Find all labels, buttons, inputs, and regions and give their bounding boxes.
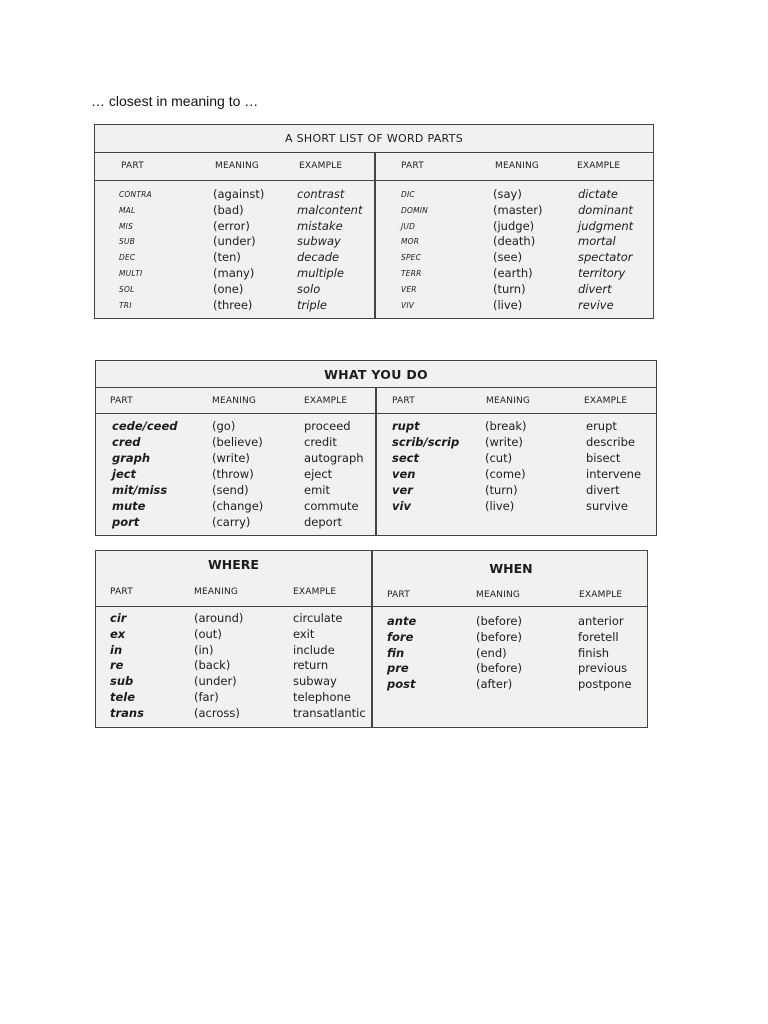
header-part: PART bbox=[387, 590, 410, 600]
row-meaning: (go) bbox=[212, 419, 236, 433]
row-part: mute bbox=[112, 499, 146, 513]
row-part: sect bbox=[392, 451, 419, 465]
row-meaning: (send) bbox=[212, 483, 249, 497]
row-meaning: (say) bbox=[493, 187, 522, 201]
row-example: territory bbox=[578, 266, 626, 280]
row-example: autograph bbox=[304, 451, 364, 465]
row-example: circulate bbox=[293, 611, 343, 625]
row-example: malcontent bbox=[297, 202, 363, 217]
row-part: ver bbox=[392, 483, 413, 497]
row-meaning: (write) bbox=[485, 435, 523, 449]
header-example: EXAMPLE bbox=[293, 587, 337, 597]
row-example: divert bbox=[578, 281, 612, 296]
row-meaning: (far) bbox=[194, 690, 219, 704]
row-example: eject bbox=[304, 467, 333, 481]
row-part: viv bbox=[392, 499, 411, 513]
row-meaning: (under) bbox=[194, 674, 237, 689]
row-example: previous bbox=[578, 661, 628, 676]
when-title: WHEN bbox=[489, 561, 533, 576]
row-meaning: (around) bbox=[194, 611, 244, 625]
row-meaning: (ten) bbox=[213, 250, 241, 265]
row-example: mortal bbox=[578, 234, 616, 249]
row-part: DEC bbox=[119, 253, 136, 263]
row-part: ex bbox=[110, 626, 126, 641]
row-part: MULTI bbox=[119, 269, 143, 278]
row-example: dictate bbox=[578, 187, 618, 201]
row-part: rupt bbox=[392, 419, 420, 433]
row-part: VIV bbox=[401, 300, 415, 310]
row-part: cred bbox=[112, 435, 141, 449]
row-example: telephone bbox=[293, 690, 351, 704]
row-meaning: (three) bbox=[213, 297, 253, 312]
header-meaning: MEANING bbox=[215, 161, 260, 171]
row-example: bisect bbox=[586, 451, 621, 465]
row-meaning: (after) bbox=[476, 677, 513, 692]
row-part: SOL bbox=[119, 284, 135, 294]
row-meaning: (turn) bbox=[493, 281, 526, 296]
row-meaning: (believe) bbox=[212, 435, 263, 449]
column-divider bbox=[375, 388, 377, 535]
row-part: fin bbox=[387, 645, 405, 660]
where-when-table bbox=[95, 550, 648, 728]
row-meaning: (across) bbox=[194, 705, 240, 720]
row-example: transatlantic bbox=[293, 705, 366, 720]
row-part: trans bbox=[110, 705, 144, 720]
row-example: divert bbox=[586, 483, 620, 497]
row-example: erupt bbox=[586, 419, 617, 433]
row-meaning: (in) bbox=[194, 642, 214, 657]
row-part: in bbox=[110, 642, 123, 657]
header-example: EXAMPLE bbox=[579, 590, 623, 600]
row-example: credit bbox=[304, 435, 337, 449]
header-example: EXAMPLE bbox=[304, 396, 348, 406]
row-meaning: (back) bbox=[194, 658, 231, 673]
row-example: decade bbox=[297, 250, 340, 265]
row-part: CONTRA bbox=[119, 190, 152, 199]
row-example: dominant bbox=[578, 202, 633, 217]
row-example: anterior bbox=[578, 614, 624, 628]
row-part: ject bbox=[112, 467, 137, 481]
row-meaning: (out) bbox=[194, 626, 222, 641]
header-meaning: MEANING bbox=[495, 161, 540, 171]
row-part: scrib/scrip bbox=[392, 435, 460, 449]
row-part: VER bbox=[401, 284, 417, 294]
table-title: A SHORT LIST OF WORD PARTS bbox=[95, 125, 653, 153]
row-meaning: (come) bbox=[485, 467, 526, 481]
row-example: emit bbox=[304, 483, 330, 497]
row-meaning: (under) bbox=[213, 234, 256, 249]
row-meaning: (bad) bbox=[213, 202, 244, 217]
row-example: intervene bbox=[586, 467, 642, 481]
row-part: MIS bbox=[119, 221, 134, 231]
row-part: re bbox=[110, 658, 124, 673]
row-meaning: (carry) bbox=[212, 515, 251, 529]
row-meaning: (death) bbox=[493, 234, 536, 249]
row-part: tele bbox=[110, 690, 136, 704]
header-part: PART bbox=[110, 396, 133, 406]
row-example: subway bbox=[297, 234, 341, 249]
row-meaning: (live) bbox=[493, 297, 523, 312]
row-part: fore bbox=[387, 629, 414, 644]
row-example: judgment bbox=[578, 218, 634, 233]
row-example: triple bbox=[297, 297, 328, 312]
header-part: PART bbox=[121, 161, 144, 171]
row-meaning: (throw) bbox=[212, 467, 254, 481]
header-part: PART bbox=[401, 161, 424, 171]
row-part: JUD bbox=[401, 221, 416, 231]
row-part: graph bbox=[112, 451, 151, 465]
row-part: mit/miss bbox=[112, 483, 168, 497]
row-meaning: (judge) bbox=[493, 218, 535, 233]
row-example: survive bbox=[586, 499, 628, 513]
row-part: pre bbox=[387, 661, 409, 676]
row-meaning: (cut) bbox=[485, 451, 513, 465]
row-example: revive bbox=[578, 297, 614, 312]
row-part: MOR bbox=[401, 237, 420, 247]
row-example: foretell bbox=[578, 629, 619, 644]
row-example: postpone bbox=[578, 677, 632, 692]
row-meaning: (before) bbox=[476, 614, 522, 628]
row-example: finish bbox=[578, 645, 610, 660]
row-meaning: (master) bbox=[493, 202, 543, 217]
column-divider bbox=[371, 551, 373, 727]
row-part: sub bbox=[110, 674, 134, 689]
intro-text: … closest in meaning to … bbox=[91, 93, 259, 109]
header-part: PART bbox=[110, 587, 133, 597]
row-part: ven bbox=[392, 467, 416, 481]
row-meaning: (turn) bbox=[485, 483, 518, 497]
row-part: port bbox=[112, 515, 140, 529]
row-meaning: (before) bbox=[476, 661, 522, 676]
where-title: WHERE bbox=[208, 557, 259, 572]
row-meaning: (live) bbox=[485, 499, 515, 513]
row-part: SUB bbox=[119, 237, 135, 247]
row-part: ante bbox=[387, 614, 417, 628]
row-part: post bbox=[387, 677, 416, 692]
header-meaning: MEANING bbox=[194, 587, 239, 597]
row-meaning: (error) bbox=[213, 218, 250, 233]
row-part: TRI bbox=[119, 300, 132, 310]
row-example: describe bbox=[586, 435, 635, 449]
header-meaning: MEANING bbox=[212, 396, 257, 406]
header-meaning: MEANING bbox=[476, 590, 521, 600]
row-example: spectator bbox=[578, 250, 633, 265]
row-part: DIC bbox=[401, 190, 415, 199]
row-example: solo bbox=[297, 281, 321, 296]
row-part: DOMIN bbox=[401, 205, 428, 215]
header-meaning: MEANING bbox=[486, 396, 531, 406]
row-example: multiple bbox=[297, 266, 344, 280]
word-parts-table bbox=[94, 124, 654, 319]
row-meaning: (earth) bbox=[493, 266, 533, 280]
row-meaning: (break) bbox=[485, 419, 527, 433]
row-meaning: (write) bbox=[212, 451, 250, 465]
row-part: SPEC bbox=[401, 253, 422, 263]
header-part: PART bbox=[392, 396, 415, 406]
row-meaning: (end) bbox=[476, 645, 507, 660]
row-example: include bbox=[293, 642, 335, 657]
row-meaning: (see) bbox=[493, 250, 523, 265]
row-example: commute bbox=[304, 499, 359, 513]
row-meaning: (one) bbox=[213, 281, 244, 296]
row-part: cede/ceed bbox=[112, 419, 178, 433]
row-example: subway bbox=[293, 674, 337, 689]
row-example: mistake bbox=[297, 218, 343, 233]
row-meaning: (against) bbox=[213, 187, 265, 201]
row-example: return bbox=[293, 658, 329, 673]
row-meaning: (many) bbox=[213, 266, 255, 280]
row-part: MAL bbox=[119, 205, 136, 215]
row-meaning: (change) bbox=[212, 499, 264, 513]
header-example: EXAMPLE bbox=[577, 161, 621, 171]
row-example: deport bbox=[304, 515, 342, 529]
row-part: TERR bbox=[401, 269, 422, 278]
row-example: proceed bbox=[304, 419, 351, 433]
row-example: exit bbox=[293, 626, 315, 641]
what-you-do-table bbox=[95, 360, 657, 536]
row-example: contrast bbox=[297, 187, 345, 201]
header-example: EXAMPLE bbox=[584, 396, 628, 406]
header-example: EXAMPLE bbox=[299, 161, 343, 171]
table-title: WHAT YOU DO bbox=[96, 361, 656, 388]
column-divider bbox=[374, 153, 376, 318]
row-part: cir bbox=[110, 611, 127, 625]
row-meaning: (before) bbox=[476, 629, 522, 644]
